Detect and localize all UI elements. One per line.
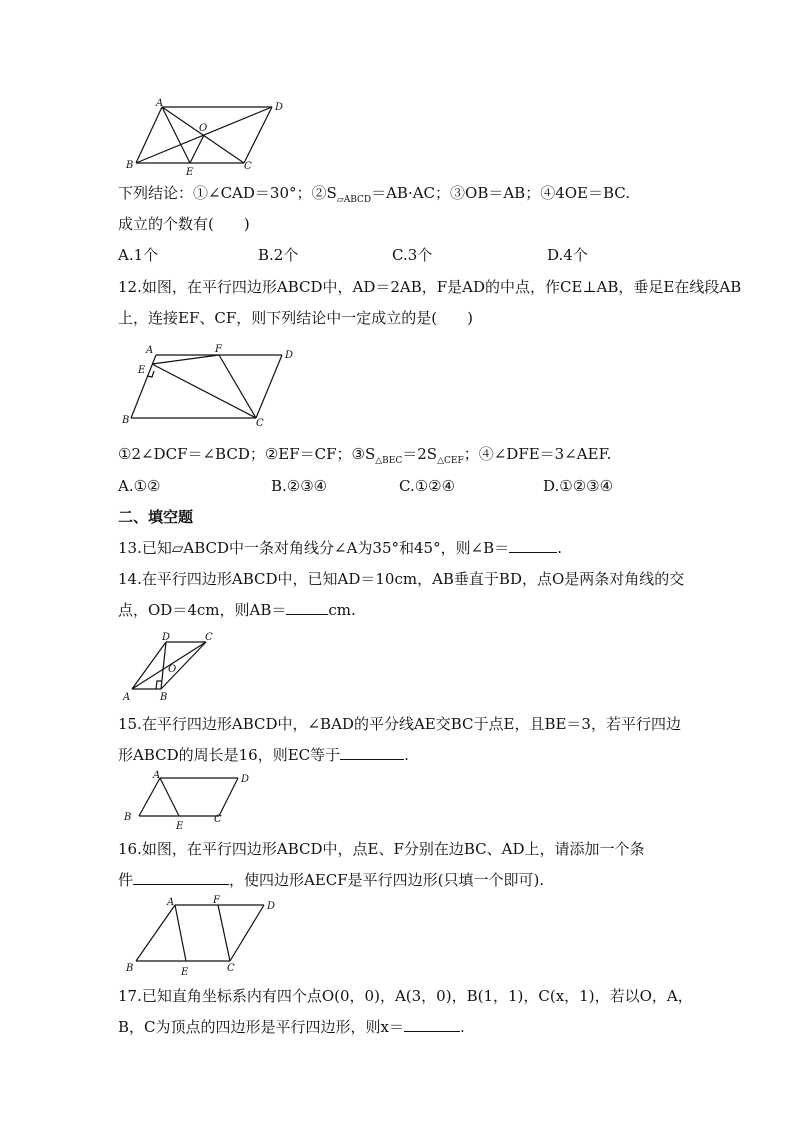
q16-line1: 16.如图，在平行四边形ABCD中，点E、F分别在边BC、AD上，请添加一个条 [118,840,645,858]
q14-answer-blank[interactable] [286,600,328,615]
label-E: E [186,167,194,178]
label-D: D [285,350,294,361]
q15-line2 [118,745,409,765]
q14-line1: 14.在平行四边形ABCD中，已知AD＝10cm，AB垂直于BD，点O是两条对角线的交 [118,570,685,588]
figure-q11-parallelogram [120,96,295,178]
q17-line2a: B，C为顶点的四边形是平行四边形，则x＝ [118,1018,404,1036]
q15-line1: 15.在平行四边形ABCD中，∠BAD的平分线AE交BC于点E，且BE＝3，若平行四边 [118,715,681,733]
q17-line2b: . [459,1018,465,1036]
q15-answer-blank[interactable] [340,745,404,760]
q16-line2b: ，使四边形AECF是平行四边形(只填一个即可). [229,871,545,889]
label-A: A [156,98,164,109]
q13-end: . [557,539,562,557]
q12-stem-line2: 上，连接EF、CF，则下列结论中一定成立的是( ) [118,309,473,327]
label-B: B [126,963,134,974]
label-C: C [244,161,252,172]
q12-c2: ＝2S [402,445,438,463]
q16-line2 [118,870,544,890]
section-title: 二、填空题 [118,508,194,526]
q12-c2-sub: △CEF [437,456,464,466]
figure-q15-parallelogram [118,770,258,834]
label-A: A [153,770,161,781]
figure-q16-parallelogram [118,894,288,980]
q17-answer-blank[interactable] [404,1017,460,1032]
q11-conclusions-rest: ＝AB·AC；③OB＝AB；④4OE＝BC. [371,184,631,202]
q13-text: 13.已知▱ABCD中一条对角线分∠A为35°和45°，则∠B＝ [118,539,510,557]
q11-option-b: B.2个 [258,246,299,264]
q11-option-d: D.4个 [547,246,588,264]
q11-option-a: A.1个 [118,246,159,264]
q12-c1: ①2∠DCF＝∠BCD；②EF＝CF；③S [118,445,376,463]
label-E: E [181,967,189,978]
q11-conclusions [118,183,630,210]
label-A: A [146,345,154,356]
q12-option-b: B.②③④ [271,477,328,495]
q14-line2 [118,600,356,620]
label-D: D [267,901,276,912]
label-C: C [205,632,213,643]
q11-option-c: C.3个 [392,246,433,264]
label-D: D [241,774,250,785]
label-B: B [126,160,134,171]
label-A: A [167,897,175,908]
q13-line [118,538,562,558]
label-B: B [124,812,132,823]
q15-line2b: . [404,746,409,764]
q16-answer-blank[interactable] [133,870,229,885]
label-D: D [162,632,171,643]
q12-option-c: C.①②④ [399,477,456,495]
label-B: B [122,415,130,426]
q13-answer-blank[interactable] [509,538,557,553]
q12-c3: ；④∠DFE＝3∠AEF. [463,445,612,463]
label-F: F [215,344,222,355]
label-D: D [275,102,284,113]
label-O: O [168,664,177,675]
label-C: C [214,814,222,825]
label-C: C [227,963,235,974]
label-O: O [199,123,208,134]
figure-q12-parallelogram [120,342,300,430]
q12-conclusions [118,444,611,471]
label-E: E [176,821,184,832]
q11-conclusions-text: 下列结论：①∠CAD＝30°；②S [118,184,337,202]
q15-line2a: 形ABCD的周长是16，则EC等于 [118,746,341,764]
q11-conclusions-sub: ▱ABCD [336,195,372,205]
q12-option-d: D.①②③④ [543,477,614,495]
label-C: C [256,418,264,429]
q14-line2a: 点，OD＝4cm，则AB＝ [118,601,287,619]
label-A: A [123,692,131,703]
label-B: B [160,692,168,703]
label-F: F [213,895,220,906]
q12-c1-sub: △BEC [375,456,403,466]
q14-line2b: cm. [328,601,356,619]
q12-stem-line1: 12.如图，在平行四边形ABCD中，AD＝2AB，F是AD的中点，作CE⊥AB，垂足E在线段AB [118,278,742,296]
q16-line2a: 件 [118,871,134,889]
q17-line2 [118,1017,465,1037]
label-E: E [138,365,146,376]
q11-count-line: 成立的个数有( ) [118,215,250,233]
q17-line1: 17.已知直角坐标系内有四个点O(0，0)，A(3，0)，B(1，1)，C(x，1)，若以O，A， [118,987,693,1005]
figure-q14-parallelogram [118,628,223,704]
q12-option-a: A.①② [118,477,161,495]
